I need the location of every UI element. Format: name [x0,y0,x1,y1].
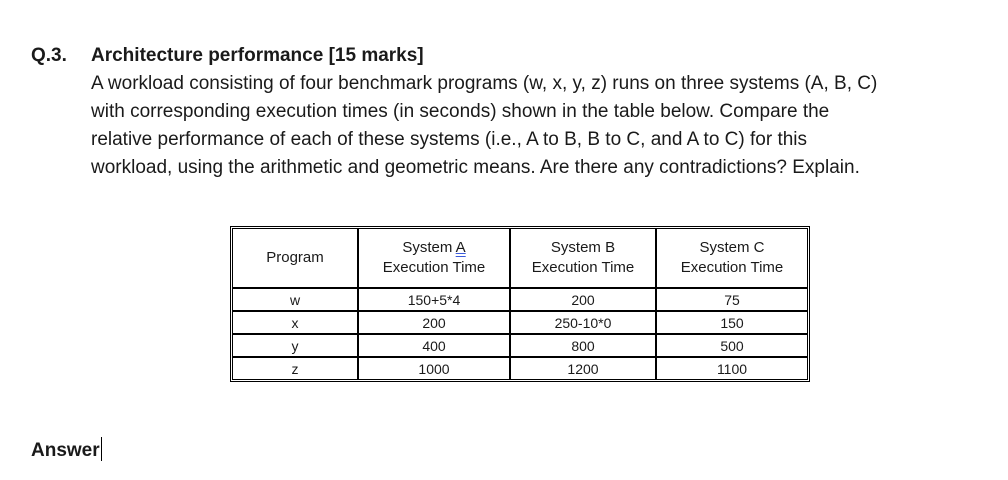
grammar-marked-word: A [455,239,466,256]
cell-system-b: 250-10*0 [510,311,656,334]
question-title: Architecture performance [15 marks] [91,45,424,66]
table-row [232,334,808,357]
question-block [91,42,991,182]
question-text-line-3: relative performance of each of these systems (i.e., A to B, B to C, and A to C) for this [91,129,808,150]
cell-system-c: 75 [656,288,808,311]
header-system-a-name: System A [402,239,466,256]
cell-system-b: 1200 [510,357,656,380]
cell-system-c: 500 [656,334,808,357]
answer-label: Answer [31,440,100,461]
table-row [232,288,808,311]
cell-program: y [232,334,358,357]
header-system-b-name: System B [550,239,616,256]
cell-system-a: 200 [358,311,510,334]
header-program: Program [232,228,358,288]
text-cursor [101,437,102,461]
header-system-b [510,228,656,288]
header-system-a [358,228,510,288]
table-row [232,357,808,380]
question-text-line-4: workload, using the arithmetic and geometric means. Are there any contradictions? Explain. [91,157,860,178]
question-text-line-2: with corresponding execution times (in seconds) shown in the table below. Compare the [91,101,830,122]
header-system-c-subheader: Execution Time [680,259,784,276]
header-system-a-subheader: Execution Time [382,259,486,276]
question-number: Q.3. [31,45,67,66]
cell-system-a: 400 [358,334,510,357]
cell-system-a: 150+5*4 [358,288,510,311]
cell-system-b: 800 [510,334,656,357]
cell-program: w [232,288,358,311]
answer-area[interactable] [31,437,102,465]
cell-program: x [232,311,358,334]
cell-program: z [232,357,358,380]
header-system-b-subheader: Execution Time [531,259,635,276]
cell-system-c: 1100 [656,357,808,380]
table-header-row [232,228,808,288]
header-system-c-name: System C [699,239,765,256]
cell-system-c: 150 [656,311,808,334]
table-row [232,311,808,334]
cell-system-b: 200 [510,288,656,311]
question-text-line-1: A workload consisting of four benchmark programs (w, x, y, z) runs on three systems (A, B, C) [91,73,878,94]
execution-time-table [230,226,810,382]
header-system-c [656,228,808,288]
cell-system-a: 1000 [358,357,510,380]
